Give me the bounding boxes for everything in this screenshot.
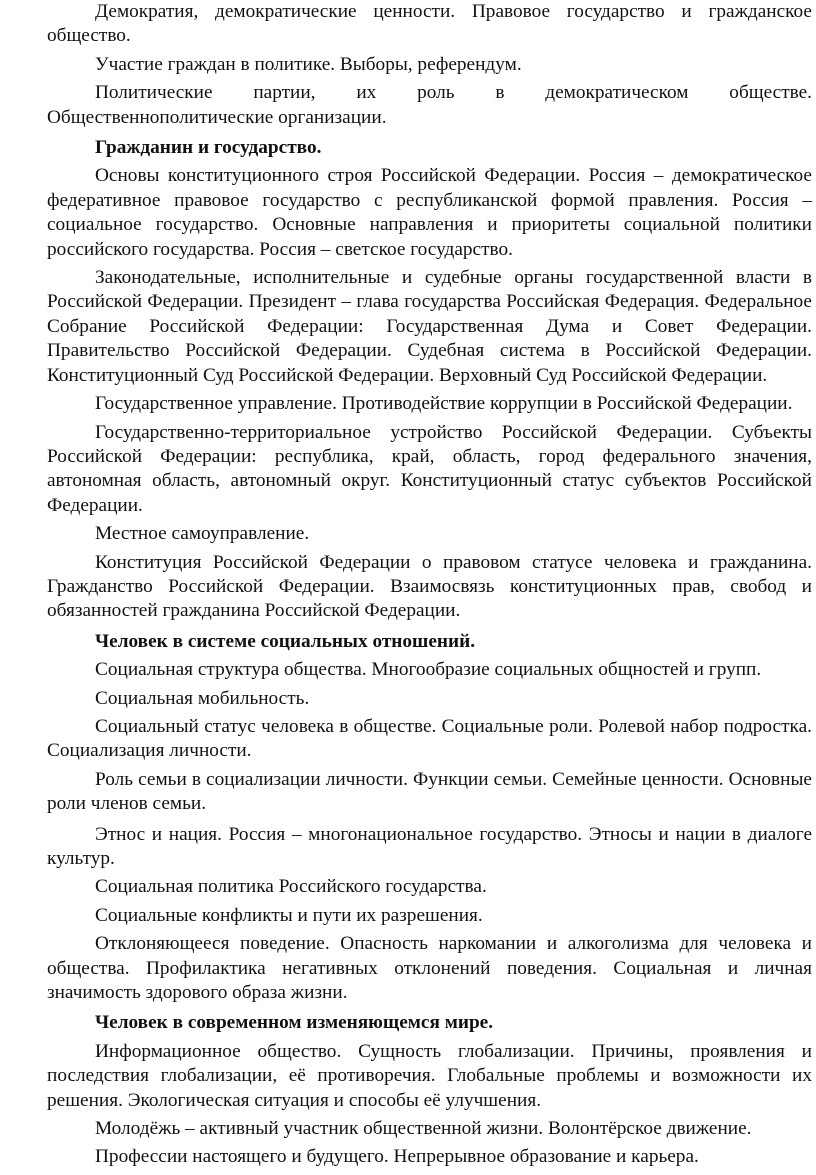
paragraph-local-government: Местное самоуправление. xyxy=(95,523,310,545)
paragraph-social-status: Социальный статус человека в обществе. Социальные роли. Ролевой набор подростка. Социализация личности. xyxy=(47,715,812,762)
paragraph-constitutional-basis: Основы конституционного строя Российской Федерации. Россия – демократическое федеративное правовое государство с республиканской формой правления. Россия – социальное государство. Основные направления и приоритеты социальной политики российского государства. Россия – светское государство. xyxy=(47,165,812,260)
paragraph-democracy: Демократия, демократические ценности. Правовое государство и гражданское общество. xyxy=(47,1,812,47)
section-heading-social-relations: Человек в системе социальных отношений. xyxy=(95,630,476,652)
paragraph-information-society: Информационное общество. Сущность глобализации. Причины, проявления и последствия глобализации, её противоречия. Глобальные проблемы и возможности их решения. Экологическая ситуация и способы её улучшения. xyxy=(47,1040,812,1111)
section-heading-citizen-state: Гражданин и государство. xyxy=(95,137,322,159)
section-heading-modern-world: Человек в современном изменяющемся мире. xyxy=(95,1012,494,1034)
paragraph-social-conflicts: Социальные конфликты и пути их разрешения. xyxy=(95,904,483,926)
paragraph-parties: Политические партии, их роль в демократическом обществе. Общественнополитические организации. xyxy=(47,82,812,128)
paragraph-family-role: Роль семьи в социализации личности. Функции семьи. Семейные ценности. Основные роли членов семьи. xyxy=(47,768,812,815)
paragraph-public-administration: Государственное управление. Противодействие коррупции в Российской Федерации. xyxy=(95,393,793,415)
paragraph-professions: Профессии настоящего и будущего. Непрерывное образование и карьера. xyxy=(95,1146,699,1168)
paragraph-participation: Участие граждан в политике. Выборы, референдум. xyxy=(95,53,522,75)
paragraph-youth: Молодёжь – активный участник общественной жизни. Волонтёрское движение. xyxy=(95,1118,752,1140)
paragraph-territorial-structure: Государственно-территориальное устройство Российской Федерации. Субъекты Российской Федерации: республика, край, область, город федерального значения, автономная область, автономный округ. Конституционный статус субъектов Российской Федерации. xyxy=(47,421,812,516)
paragraph-ethnos-nation: Этнос и нация. Россия – многонациональное государство. Этносы и нации в диалоге культур. xyxy=(47,823,812,869)
paragraph-social-structure: Социальная структура общества. Многообразие социальных общностей и групп. xyxy=(95,659,762,681)
paragraph-deviant-behavior: Отклоняющееся поведение. Опасность наркомании и алкоголизма для человека и общества. Профилактика негативных отклонений поведения. Социальная и личная значимость здорового образа жизни. xyxy=(47,933,812,1004)
paragraph-branches-of-power: Законодательные, исполнительные и судебные органы государственной власти в Российской Федерации. Президент – глава государства Российская Федерация. Федеральное Собрание Российской Федерации: Государственная Дума и Совет Федерации. Правительство Российской Федерации. Судебная система в Российской Федерации. Конституционный Суд Российской Федерации. Верховный Суд Российской Федерации. xyxy=(47,267,812,386)
paragraph-social-policy: Социальная политика Российского государства. xyxy=(95,876,487,898)
paragraph-social-mobility: Социальная мобильность. xyxy=(95,687,310,709)
paragraph-citizen-status: Конституция Российской Федерации о правовом статусе человека и гражданина. Гражданство Российской Федерации. Взаимосвязь конституционных прав, свобод и обязанностей гражданина Российской Федерации. xyxy=(47,551,812,622)
